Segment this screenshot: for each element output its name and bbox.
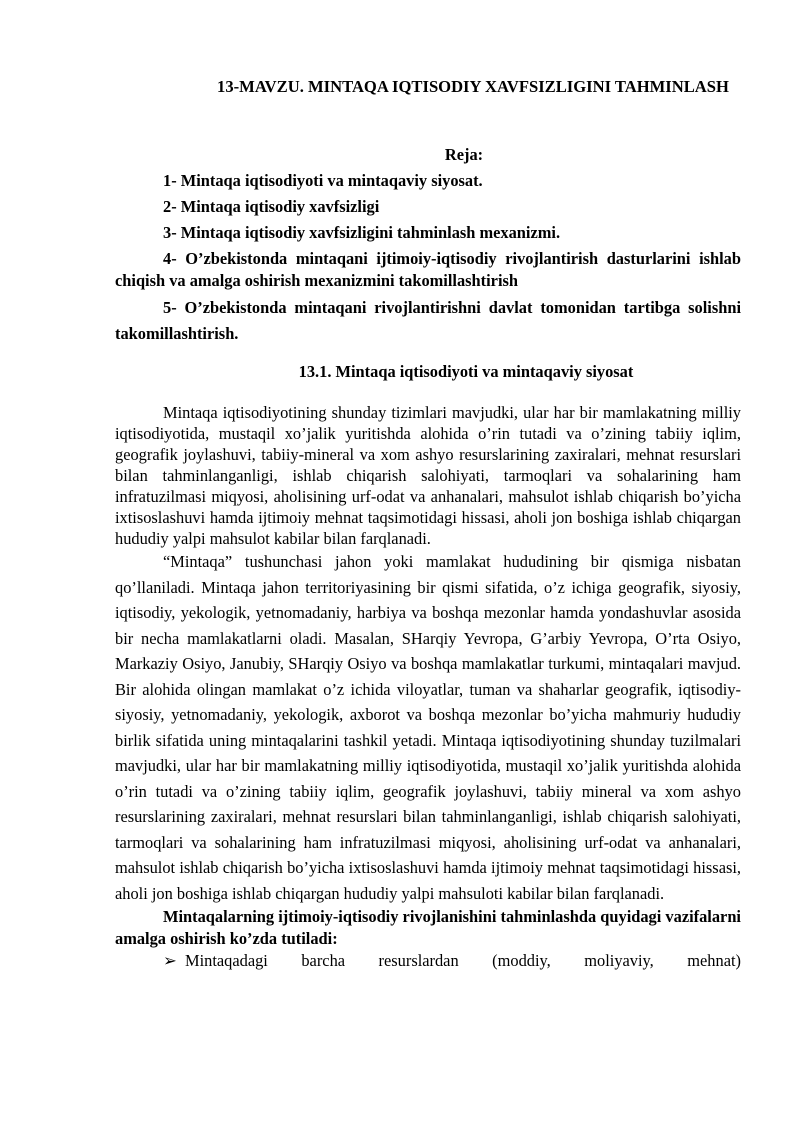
arrow-bullet-icon: ➢ bbox=[163, 951, 177, 970]
plan-item: 3- Mintaqa iqtisodiy xavfsizligini tahminlash mexanizmi. bbox=[163, 223, 561, 242]
paragraph-bold: Mintaqalarning ijtimoiy-iqtisodiy rivojlanishini tahminlashda quyidagi vazifalarni amalga oshirish ko’zda tutiladi: bbox=[115, 907, 741, 948]
plan-list bbox=[115, 170, 741, 351]
bullet-text: Mintaqadagi barcha resurslardan (moddiy, moliyaviy, mehnat) bbox=[185, 951, 741, 970]
plan-item: 2- Mintaqa iqtisodiy xavfsizligi bbox=[163, 197, 380, 216]
document-title: 13-MAVZU. MINTAQA IQTISODIY XAVFSIZLIGINI TAHMINLASH bbox=[217, 77, 729, 96]
bullet-item bbox=[115, 950, 741, 972]
plan-heading: Reja: bbox=[444, 145, 484, 164]
section-title: 13.1. Mintaqa iqtisodiyoti va mintaqaviy siyosat bbox=[298, 362, 634, 381]
body-text bbox=[115, 402, 741, 972]
plan-item: 1- Mintaqa iqtisodiyoti va mintaqaviy siyosat. bbox=[163, 171, 483, 190]
paragraph: Mintaqa iqtisodiyotining shunday tizimlari mavjudki, ular har bir mamlakatning milliy iqtisodiyotida, mustaqil xo’jalik yuritishda alohida o’rin tutadi va o’zining tabiiy iqlim, geografik joylashuvi, tabiiy-mineral va xom ashyo resurslarining zaxiralari, mehnat resurslari bilan tahminlanganligi, ishlab chiqarish salohiyati, tarmoqlari va sohalarining ham infratuzilmasi miqyosi, aholisining urf-odat va anhanalari, mahsulot ishlab chiqarish bo’yicha ixtisoslashuvi hamda ijtimoiy mehnat taqsimotidagi hissasi, aholi jon boshiga ishlab chiqargan hududiy yalpi mahsulot kabilar bilan farqlanadi. bbox=[115, 403, 741, 548]
plan-item: 5- O’zbekistonda mintaqani rivojlantirishni davlat tomonidan tartibga solishni takomillashtirish. bbox=[115, 298, 741, 343]
paragraph: “Mintaqa” tushunchasi jahon yoki mamlakat hududining bir qismiga nisbatan qo’llaniladi. Mintaqa jahon territoriyasining bir qismi sifatida, o’z ichiga geografik, siyosiy, iqtisodiy, yekologik, yetnomadaniy, harbiya va boshqa mezonlar hamda yondashuvlar asosida bir necha mamlakatlarni oladi. Masalan, SHarqiy Yevropa, G’arbiy Yevropa, O’rta Osiyo, Markaziy Osiyo, Janubiy, SHarqiy Osiyo va boshqa mamlakatlar turkumi, mintaqalari mavjud. Bir alohida olingan mamlakat o’z ichida viloyatlar, tuman va shaharlar geografik, iqtisodiy-siyosiy, yetnomadaniy, yekologik, axborot va boshqa mezonlar bo’yicha mahmuriy hududiy birlik sifatida uning mintaqalarini tashkil yetadi. Mintaqa iqtisodiyotining shunday tuzilmalari mavjudki, ular har bir mamlakatning milliy iqtisodiyotida, mustaqil xo’jalik yuritishda alohida o’rin tutadi va o’zining tabiiy iqlim, geografik joylashuvi, tabiiy mineral va xom ashyo resurslarining zaxiralari, mehnat resurslari bilan tahminlanganligi, ishlab chiqarish salohiyati, tarmoqlari va sohalarining ham infratuzilmasi miqyosi, aholisining urf-odat va anhanalari, mahsulot ishlab chiqarish bo’yicha ixtisoslashuvi hamda ijtimoiy mehnat taqsimotidagi hissasi, aholi jon boshiga ishlab chiqargan hududiy yalpi mahsuloti kabilar bilan farqlanadi. bbox=[115, 552, 741, 903]
plan-item: 4- O’zbekistonda mintaqani ijtimoiy-iqtisodiy rivojlantirish dasturlarini ishlab chiqish va amalga oshirish mexanizmini takomillashtirish bbox=[115, 249, 741, 290]
